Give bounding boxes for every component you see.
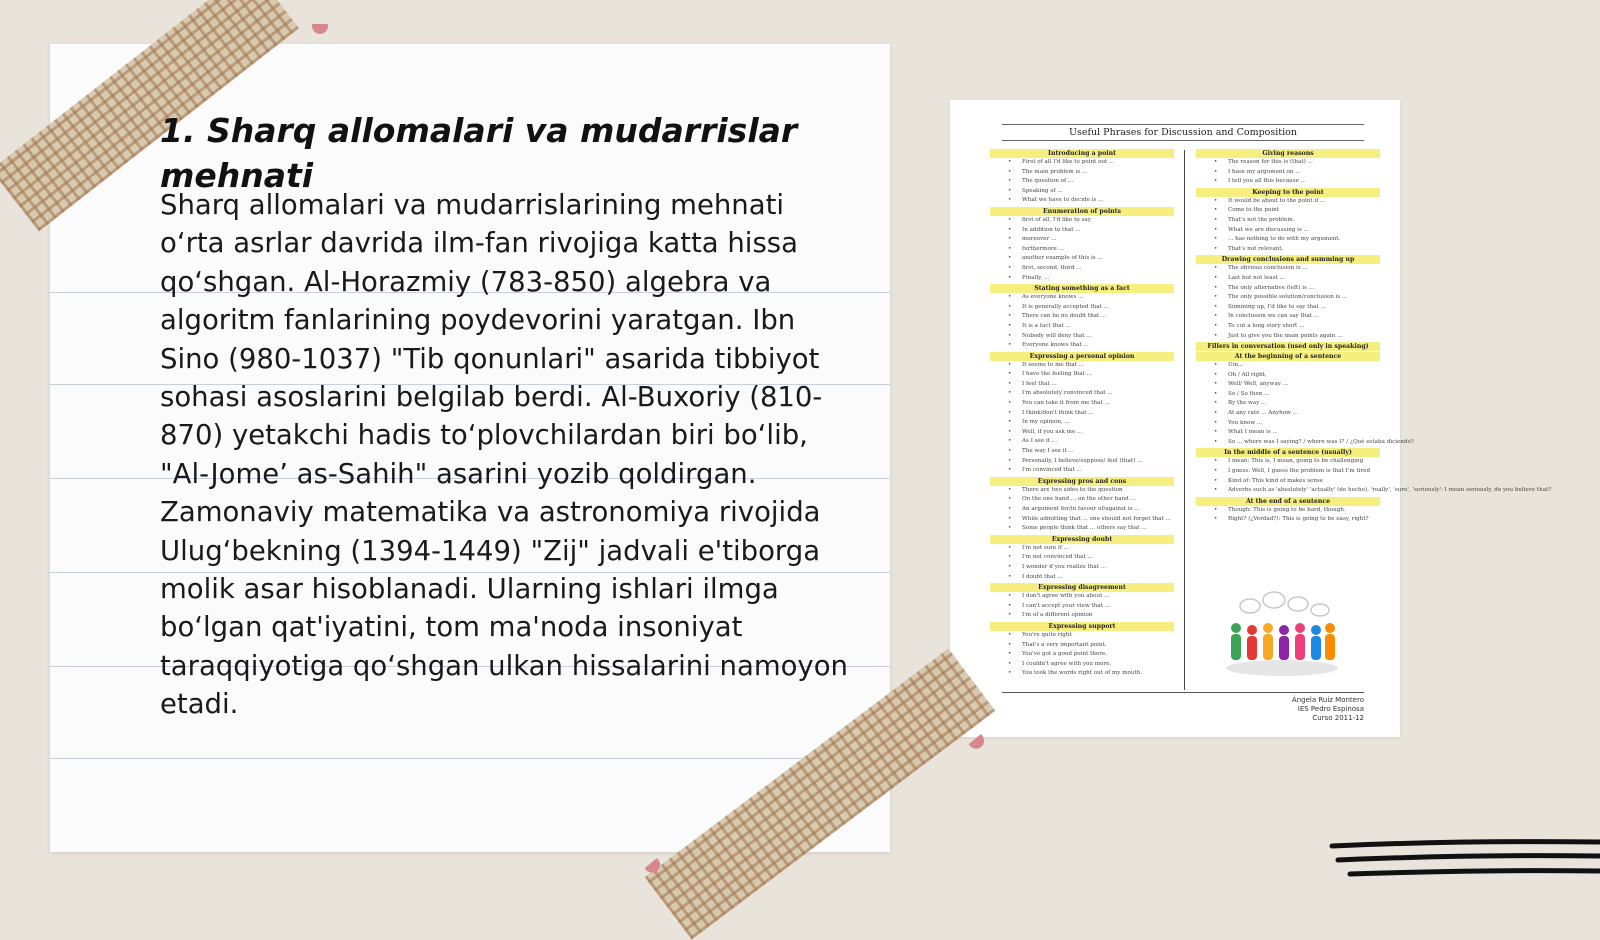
document-phrase: • The only possible solution/conclusion is ... bbox=[1196, 293, 1380, 303]
document-phrase: • As I see it ... bbox=[990, 437, 1174, 447]
document-phrase: • There are two sides to the question bbox=[990, 486, 1174, 496]
document-phrase: • You can take it from me that ... bbox=[990, 399, 1174, 409]
document-phrase: • While admitting that ... one should not forget that ... bbox=[990, 515, 1174, 525]
document-phrase: • The question of ... bbox=[990, 177, 1174, 187]
document-section-heading: In the middle of a sentence (usually) bbox=[1196, 448, 1380, 457]
document-phrase: • Oh / All right, bbox=[1196, 371, 1380, 381]
document-phrase: • I'm of a different opinion bbox=[990, 611, 1174, 621]
document-phrase: • There can be no doubt that ... bbox=[990, 312, 1174, 322]
slide-body: Sharq allomalari va mudarrislarining mehnati o‘rta asrlar davrida ilm-fan rivojiga katta hissa qo‘shgan. Al-Horazmiy (783-850) algebra va algoritm fanlarining poydevorini yaratgan. Ibn Sino (980-1037) "Tib qonunlari" asarida tibbiyot sohasi asoslarini belgilab berdi. Al-Buxoriy (810-870) yetakchi hadis to‘plovchilardan biri bo‘lib, "Al-Jome’ as-Sahih" asarini yozib qoldirgan. Zamonaviy matematika va astronomiya rivojida Ulug‘bekning (1394-1449) "Zij" jadvali e'tiborga molik asar hisoblanadi. Ularning ishlari ilmga bo‘lgan qat'iyatini, tom ma'noda insoniyat taraqqiyotiga qo‘shgan ulkan hissalarini namoyon etadi. bbox=[160, 189, 848, 721]
document-phrase: • I'm convinced that ... bbox=[990, 466, 1174, 476]
document-phrase: • That's a very important point. bbox=[990, 641, 1174, 651]
document-signature bbox=[1292, 696, 1364, 723]
document-phrase: • Nobody will deny that ... bbox=[990, 332, 1174, 342]
document-section-heading: At the beginning of a sentence bbox=[1196, 352, 1380, 361]
document-section-heading: Expressing a personal opinion bbox=[990, 352, 1174, 361]
document-phrase: • It is generally accepted that ... bbox=[990, 303, 1174, 313]
document-phrase: • You've got a good point there. bbox=[990, 650, 1174, 660]
document-phrase: • I'm absolutely convinced that ... bbox=[990, 389, 1174, 399]
document-phrase: • I think/don't think that ... bbox=[990, 409, 1174, 419]
document-phrase: • You know ... bbox=[1196, 419, 1380, 429]
document-phrase: • I'm not sure if ... bbox=[990, 544, 1174, 554]
document-section-heading: Expressing support bbox=[990, 622, 1174, 631]
document-phrase: • The only alternative (left) is ... bbox=[1196, 284, 1380, 294]
document-phrase: • What we have to decide is ... bbox=[990, 196, 1174, 206]
document-phrase: • So ... where was I saying? / where was I? / ¿Qué estaba diciendo? bbox=[1196, 438, 1380, 448]
document-phrase: • You're quite right bbox=[990, 631, 1174, 641]
document-phrase: • It would be about to the point if ... bbox=[1196, 197, 1380, 207]
document-section-heading: Expressing doubt bbox=[990, 535, 1174, 544]
document-phrase: • I doubt that ... bbox=[990, 573, 1174, 583]
document-phrase: • Right? (¿Verdad?): This is going to be easy, right? bbox=[1196, 515, 1380, 525]
document-phrase: • furthermore ... bbox=[990, 245, 1174, 255]
document-phrase: • I wonder if you realize that ... bbox=[990, 563, 1174, 573]
scribble-lines bbox=[1330, 838, 1600, 888]
document-phrase: • first, second, third ... bbox=[990, 264, 1174, 274]
speech-bubble-people-icon bbox=[1222, 588, 1342, 678]
document-phrase: • That's not the problem. bbox=[1196, 216, 1380, 226]
document-phrase: • Finally, ... bbox=[990, 274, 1174, 284]
pin-icon bbox=[312, 24, 328, 34]
document-phrase: • What I mean is ... bbox=[1196, 428, 1380, 438]
signature-line: Curso 2011-12 bbox=[1312, 714, 1364, 722]
document-phrase: • The way I see it ... bbox=[990, 447, 1174, 457]
document-section-heading: Drawing conclusions and summing up bbox=[1196, 255, 1380, 264]
document-phrase: • I don't agree with you about ... bbox=[990, 592, 1174, 602]
document-phrase: • I have the feeling that ... bbox=[990, 370, 1174, 380]
document-phrase: • moreover ... bbox=[990, 235, 1174, 245]
document-phrase: • Summing up, I'd like to say that ... bbox=[1196, 303, 1380, 313]
document-phrase: • In my opinion, ... bbox=[990, 418, 1174, 428]
document-phrase: • Adverbs such as 'absolutely' 'actually' (de hecho), 'really', 'sure', 'seriously': I mean seriously, do you believe that? bbox=[1196, 486, 1380, 496]
document-phrase: • Just to give you the main points again ... bbox=[1196, 332, 1380, 342]
document-image bbox=[950, 100, 1552, 737]
document-phrase: • To cut a long story short ... bbox=[1196, 322, 1380, 332]
document-bottom-rule bbox=[1002, 692, 1364, 693]
document-section-heading: Enumeration of points bbox=[990, 207, 1174, 216]
document-phrase: • Um... bbox=[1196, 361, 1380, 371]
document-phrase: • Speaking of ... bbox=[990, 187, 1174, 197]
slide-title: 1. Sharq allomalari va mudarrislar mehnati bbox=[160, 111, 798, 195]
document-phrase: • You took the words right out of my mouth. bbox=[990, 669, 1174, 679]
document-section-heading: Fillers in conversation (used only in speaking) bbox=[1196, 342, 1380, 351]
document-phrase: • By the way ... bbox=[1196, 399, 1380, 409]
document-title: Useful Phrases for Discussion and Composition bbox=[1002, 124, 1364, 141]
document-phrase: • I mean: This is, I mean, going to be challenging bbox=[1196, 457, 1380, 467]
document-phrase: • So / So then ... bbox=[1196, 390, 1380, 400]
document-section-heading: Introducing a point bbox=[990, 149, 1174, 158]
document-phrase: • ... has nothing to do with my argument. bbox=[1196, 235, 1380, 245]
ruled-line bbox=[50, 758, 890, 759]
document-phrase: • That's not relevant. bbox=[1196, 245, 1380, 255]
document-section-heading: Stating something as a fact bbox=[990, 284, 1174, 293]
document-phrase: • The main problem is ... bbox=[990, 168, 1174, 178]
document-phrase: • First of all I'd like to point out ... bbox=[990, 158, 1174, 168]
document-phrase: • I tell you all this because ... bbox=[1196, 177, 1380, 187]
document-phrase: • An argument for/in favour of/against is ... bbox=[990, 505, 1174, 515]
document-phrase: • I base my argument on ... bbox=[1196, 168, 1380, 178]
document-phrase: • Well, if you ask me ... bbox=[990, 428, 1174, 438]
document-phrase: • Some people think that ... others say that ... bbox=[990, 524, 1174, 534]
document-phrase: • Personally, I believe/suppose/ feel (that) ... bbox=[990, 457, 1174, 467]
document-phrase: • As everyone knows ... bbox=[990, 293, 1174, 303]
document-phrase: • I'm not convinced that ... bbox=[990, 553, 1174, 563]
document-phrase: • Everyone knows that ... bbox=[990, 341, 1174, 351]
document-section-heading: At the end of a sentence bbox=[1196, 497, 1380, 506]
document-section-heading: Giving reasons bbox=[1196, 149, 1380, 158]
document-phrase: • At any rate ... Anyhow ... bbox=[1196, 409, 1380, 419]
column-divider bbox=[1184, 150, 1185, 690]
document-phrase: • The obvious conclusion is ... bbox=[1196, 264, 1380, 274]
document-phrase: • It seems to me that ... bbox=[990, 361, 1174, 371]
signature-line: IES Pedro Espinosa bbox=[1297, 705, 1364, 713]
document-phrase: • Last but not least ... bbox=[1196, 274, 1380, 284]
document-phrase: • In addition to that ... bbox=[990, 226, 1174, 236]
document-phrase: • Though: This is going to be hard, though. bbox=[1196, 506, 1380, 516]
document-phrase: • I guess: Well, I guess the problem is that I'm tired bbox=[1196, 467, 1380, 477]
document-right-column bbox=[1196, 148, 1552, 525]
document-phrase: • Come to the point bbox=[1196, 206, 1380, 216]
document-phrase: • On the one hand ... on the other hand ... bbox=[990, 495, 1174, 505]
document-left-column bbox=[990, 148, 1174, 679]
document-phrase: • I couldn't agree with you more. bbox=[990, 660, 1174, 670]
document-phrase: • I can't accept your view that ... bbox=[990, 602, 1174, 612]
document-phrase: • another example of this is ... bbox=[990, 254, 1174, 264]
document-phrase: • Well/ Well, anyway ... bbox=[1196, 380, 1380, 390]
document-phrase: • It is a fact that ... bbox=[990, 322, 1174, 332]
signature-line: Ángela Ruiz Montero bbox=[1291, 696, 1364, 704]
document-phrase: • The reason for this is (that) ... bbox=[1196, 158, 1380, 168]
document-phrase: • I feel that ... bbox=[990, 380, 1174, 390]
document-section-heading: Expressing disagreement bbox=[990, 583, 1174, 592]
document-phrase: • first of all, I'd like to say bbox=[990, 216, 1174, 226]
document-phrase: • What we are discussing is ... bbox=[1196, 226, 1380, 236]
document-phrase: • Kind of: This kind of makes sense bbox=[1196, 477, 1380, 487]
document-section-heading: Keeping to the point bbox=[1196, 188, 1380, 197]
document-phrase: • In conclusion we can say that ... bbox=[1196, 312, 1380, 322]
document-section-heading: Expressing pros and cons bbox=[990, 477, 1174, 486]
